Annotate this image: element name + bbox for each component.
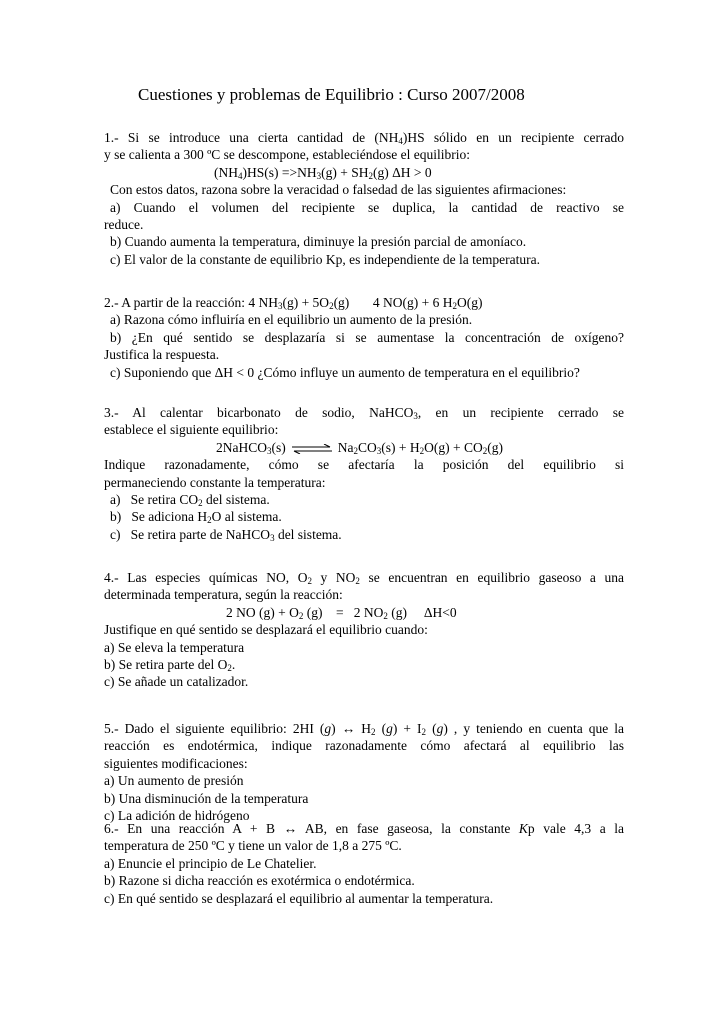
q3-item-b: b) Se adiciona $H_2O$ al sistema. — [110, 509, 282, 526]
q6-item-b: b) Razone si dicha reacción es exotérmica o endotérmica. — [104, 873, 415, 889]
q1-equation: $(NH_4)HS(s) =>NH_3(g) + SH_2(g) \Delta H > 0$ — [214, 164, 432, 181]
q4-line-2: determinada temperatura, según la reacción: — [104, 587, 343, 603]
q4-line-1: 4.- Las especies químicas NO, $O_2$ y $NO_2$ se encuentran en equilibrio gaseoso a una — [104, 570, 625, 586]
q2-line-1: 2.- A partir de la reacción: 4 $NH_3(g) + 5O_2(g)$ 4 NO(g) + 6 $H_2O(g)$ — [104, 295, 483, 311]
q6-line-2: temperatura de 250 ºC y tiene un valor de 1,8 a 275 ºC. — [104, 838, 402, 854]
q3-line-4: permaneciendo constante la temperatura: — [104, 474, 326, 490]
question-2 — [104, 294, 624, 381]
q5-item-a: a) Un aumento de presión — [104, 773, 244, 789]
q4-item-c: c) Se añade un catalizador. — [104, 674, 249, 690]
page-title: Cuestiones y problemas de Equilibrio : Curso 2007/2008 — [138, 85, 525, 104]
q4-line-3: Justifique en qué sentido se desplazará el equilibrio cuando: — [104, 622, 428, 638]
q2-item-a: a) Razona cómo influiría en el equilibrio un aumento de la presión. — [110, 312, 473, 328]
q6-line-1: 6.- En una reacción A + B ↔ AB, en fase gaseosa, la constante Kp vale 4,3 a la — [104, 821, 624, 836]
question-3 — [104, 404, 624, 543]
q1-item-a: a) Cuando el volumen del recipiente se duplica, la cantidad de reactivo se — [110, 199, 624, 215]
question-5 — [104, 720, 624, 824]
q3-line-2: establece el siguiente equilibrio: — [104, 422, 279, 438]
q1-item-a-cont: reduce. — [104, 216, 144, 232]
q5-item-c: c) La adición de hidrógeno — [104, 807, 250, 823]
question-4 — [104, 569, 624, 691]
q2-item-b-cont: Justifica la respuesta. — [104, 347, 220, 363]
q1-line-1: 1.- Si se introduce una cierta cantidad de $(NH_4)HS$ sólido en un recipiente cerrado — [104, 130, 624, 146]
q6-item-c: c) En qué sentido se desplazará el equilibrio al aumentar la temperatura. — [104, 890, 494, 906]
q6-item-a: a) Enuncie el principio de Le Chatelier. — [104, 855, 317, 871]
q3-line-3: Indique razonadamente, cómo se afectaría la posición del equilibrio si — [104, 457, 624, 473]
equilibrium-arrow-icon — [290, 444, 334, 454]
q5-line-3: siguientes modificaciones: — [104, 755, 248, 771]
q3-item-c: c) Se retira parte de NaHCO$_3$ del sistema. — [110, 526, 342, 543]
q1-line-2: y se calienta a 300 ºC se descompone, estableciéndose el equilibrio: — [104, 147, 470, 163]
q3-item-a: a) Se retira $CO_2$ del sistema. — [110, 491, 270, 508]
q4-equation: 2 NO $(g) + O_2$ (g) = 2 $NO_2$ (g) ΔH<0 — [226, 604, 457, 621]
q2-item-b: b) ¿En qué sentido se desplazaría si se aumentase la concentración de oxígeno? — [110, 329, 624, 345]
question-1 — [104, 129, 624, 268]
q5-line-1: 5.- Dado el siguiente equilibrio: 2HI (g) ↔ $H_2$ $(g) + I_2$ (g) , y teniendo en cuenta que la — [104, 721, 625, 737]
q5-item-b: b) Una disminución de la temperatura — [104, 790, 309, 806]
q4-item-b: b) Se retira parte del $O_2$. — [104, 656, 236, 673]
q1-item-c: c) El valor de la constante de equilibrio Kp, es independiente de la temperatura. — [110, 251, 540, 267]
q5-line-2: reacción es endotérmica, indique razonadamente cómo afectará al equilibrio las — [104, 738, 624, 754]
q3-line-1: 3.- Al calentar bicarbonato de sodio, NaHCO$_3$, en un recipiente cerrado se — [104, 405, 625, 421]
q2-item-c: c) Suponiendo que ΔH < 0 ¿Cómo influye un aumento de temperatura en el equilibrio? — [110, 364, 580, 380]
question-6 — [104, 820, 624, 907]
q1-line-3: Con estos datos, razona sobre la veracidad o falsedad de las siguientes afirmaciones: — [110, 182, 567, 198]
q3-equation: 2NaHCO$_3$(s) $Na_2CO_3(s) + H_2O(g) + CO_2(g)$ — [216, 439, 503, 456]
q4-item-a: a) Se eleva la temperatura — [104, 639, 245, 655]
q1-item-b: b) Cuando aumenta la temperatura, diminuye la presión parcial de amoníaco. — [110, 234, 527, 250]
